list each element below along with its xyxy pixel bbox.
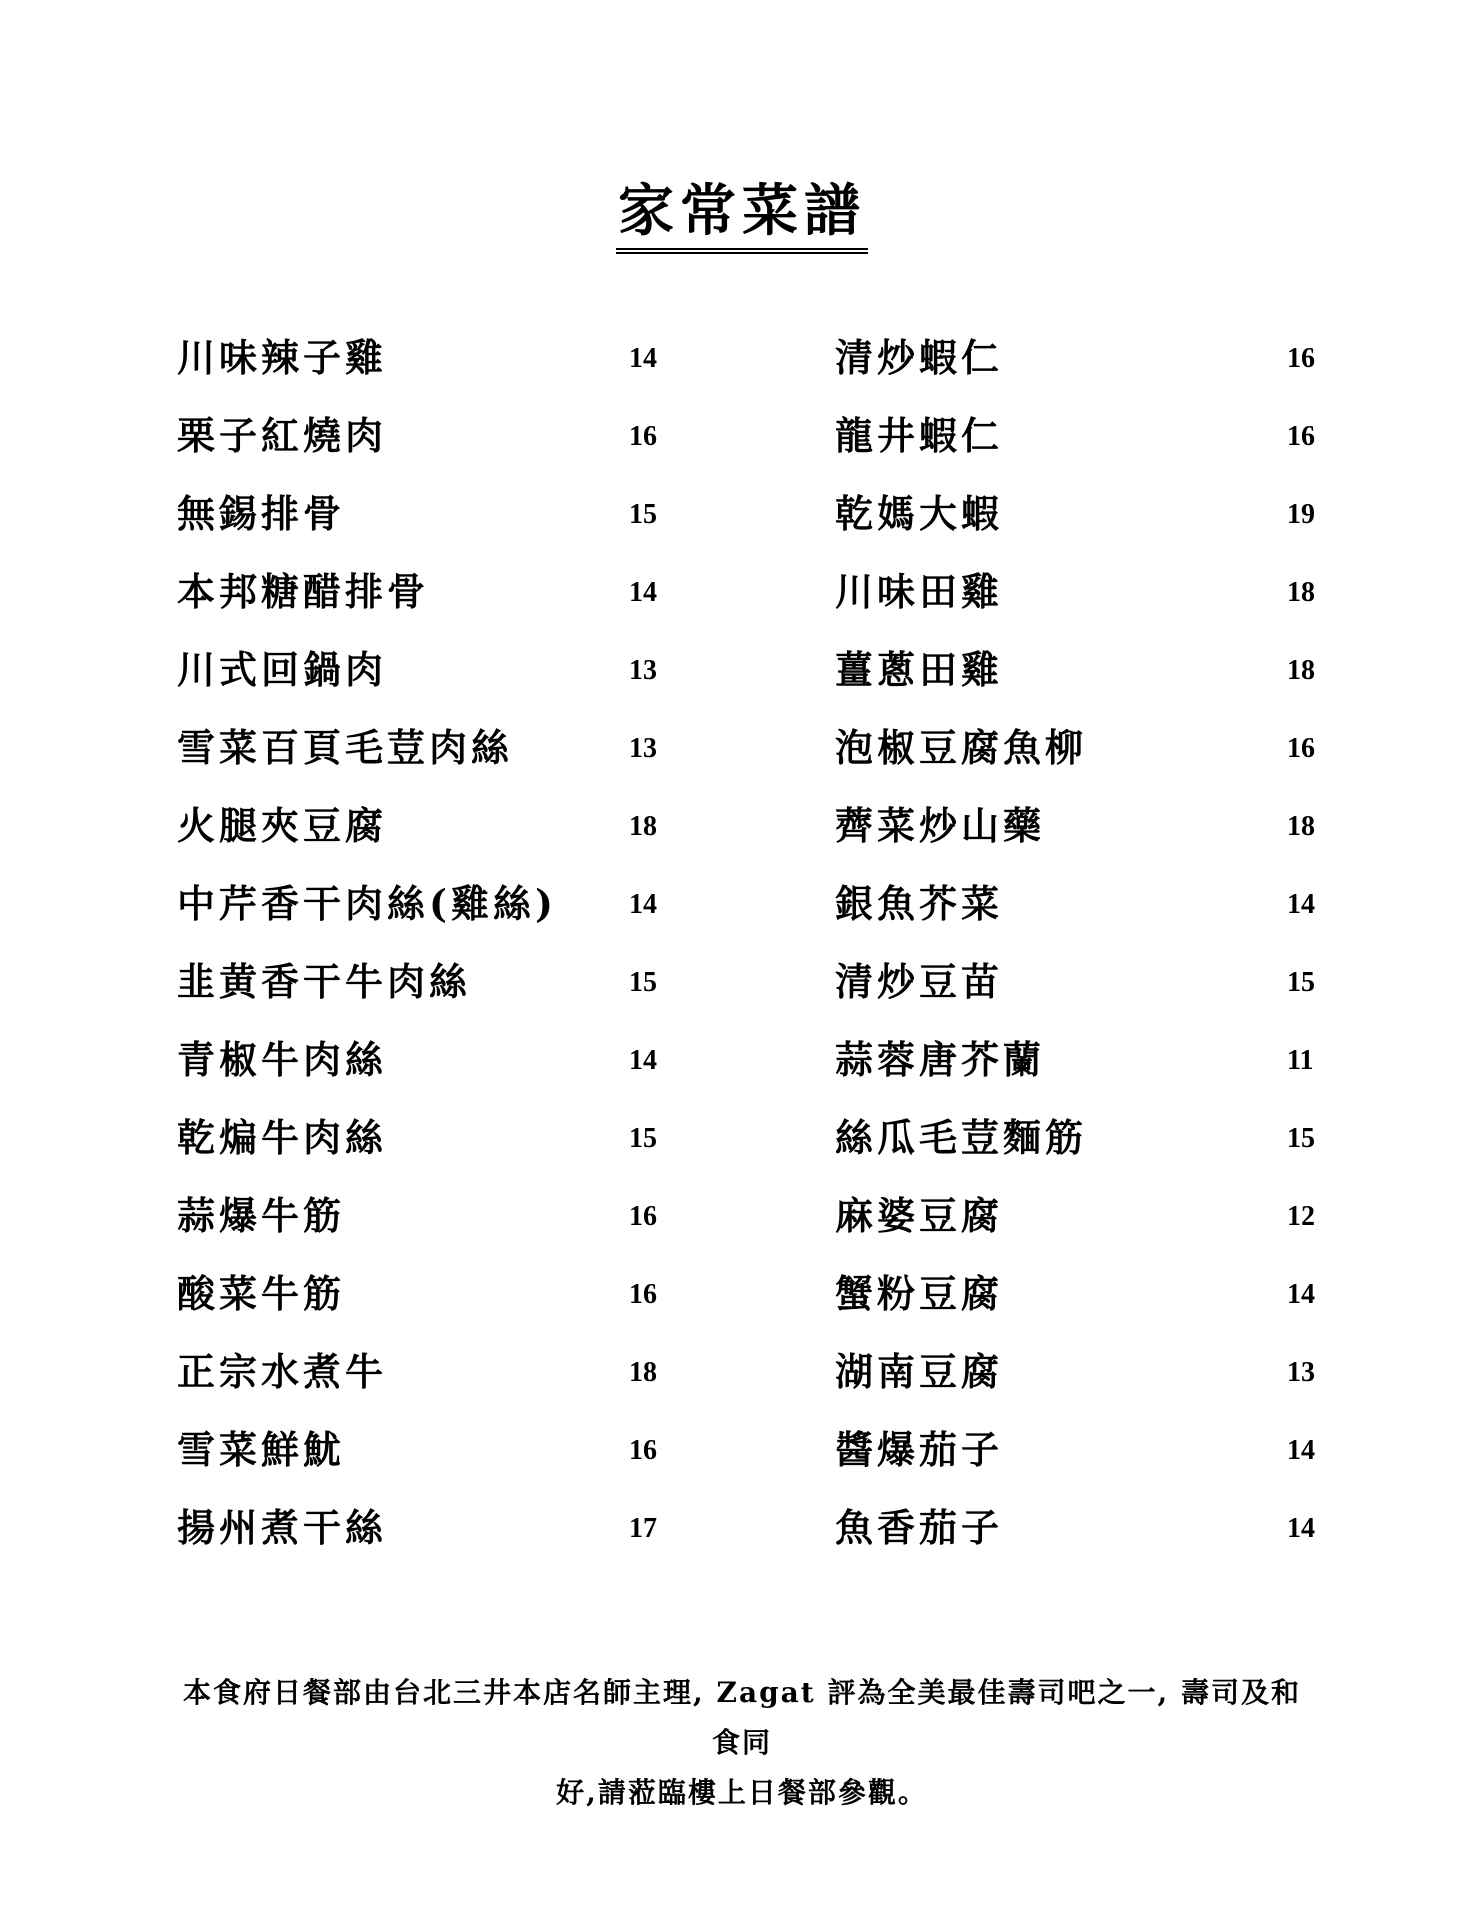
item-name: 醬爆茄子 [835,1427,1004,1472]
item-name: 龍井蝦仁 [835,413,1004,458]
item-name: 無錫排骨 [177,491,346,536]
item-price: 15 [629,499,657,530]
item-price: 18 [1287,577,1315,608]
item-price: 14 [629,889,657,920]
item-name: 湖南豆腐 [835,1349,1004,1394]
item-name: 乾媽大蝦 [835,491,1004,536]
item-price: 15 [629,1123,657,1154]
menu-title: 家常菜譜 [616,178,868,254]
item-price: 16 [1287,733,1315,764]
item-name: 川味田雞 [835,569,1004,614]
item-price: 15 [1287,967,1315,998]
item-name: 薺菜炒山藥 [835,803,1046,848]
item-price: 16 [629,1201,657,1232]
item-price: 16 [629,421,657,452]
item-name: 清炒蝦仁 [835,335,1004,380]
item-price: 15 [1287,1123,1315,1154]
item-name: 蒜爆牛筋 [177,1193,346,1238]
item-price: 18 [629,1357,657,1388]
item-name: 薑蔥田雞 [835,647,1004,692]
item-price: 14 [629,343,657,374]
item-name: 雪菜鮮魷 [177,1427,346,1472]
item-name: 川味辣子雞 [177,335,388,380]
title-container [0,178,1484,254]
item-price: 16 [1287,421,1315,452]
item-price: 18 [1287,655,1315,686]
item-price: 14 [629,577,657,608]
item-price: 18 [1287,811,1315,842]
item-price: 13 [1287,1357,1315,1388]
item-name: 中芹香干肉絲(雞絲) [177,881,557,926]
footer-line-2: 好,請蒞臨樓上日餐部參觀。 [556,1776,928,1809]
item-price: 14 [1287,1513,1315,1544]
item-name: 清炒豆苗 [835,959,1004,1004]
item-price: 14 [1287,1279,1315,1310]
item-name: 麻婆豆腐 [835,1193,1004,1238]
item-price: 15 [629,967,657,998]
item-name: 絲瓜毛荳麵筋 [835,1115,1088,1160]
item-name: 蟹粉豆腐 [835,1271,1004,1316]
item-price: 16 [629,1279,657,1310]
item-price: 17 [629,1513,657,1544]
item-price: 14 [1287,889,1315,920]
item-name: 揚州煮干絲 [177,1505,388,1550]
item-name: 本邦糖醋排骨 [177,569,430,614]
item-name: 火腿夾豆腐 [177,803,388,848]
item-name: 銀魚芥菜 [835,881,1004,926]
item-price: 13 [629,733,657,764]
item-price: 16 [629,1435,657,1466]
footer-note [170,1668,1314,1818]
item-name: 蒜蓉唐芥蘭 [835,1037,1046,1082]
item-price: 14 [629,1045,657,1076]
item-name: 乾煸牛肉絲 [177,1115,388,1160]
item-name: 雪菜百頁毛荳肉絲 [177,725,514,770]
item-name: 韭黄香干牛肉絲 [177,959,472,1004]
item-price: 13 [629,655,657,686]
item-price: 19 [1287,499,1315,530]
item-price: 14 [1287,1435,1315,1466]
item-name: 泡椒豆腐魚柳 [835,725,1088,770]
item-price: 11 [1287,1045,1314,1076]
footer-line-1: 本食府日餐部由台北三井本店名師主理, Zagat 評為全美最佳壽司吧之一, 壽司及和食同 [183,1676,1301,1759]
item-price: 18 [629,811,657,842]
item-name: 魚香茄子 [835,1505,1004,1550]
item-price: 12 [1287,1201,1315,1232]
item-name: 酸菜牛筋 [177,1271,346,1316]
item-name: 栗子紅燒肉 [177,413,388,458]
item-name: 青椒牛肉絲 [177,1037,388,1082]
item-name: 川式回鍋肉 [177,647,388,692]
item-price: 16 [1287,343,1315,374]
item-name: 正宗水煮牛 [177,1349,388,1394]
